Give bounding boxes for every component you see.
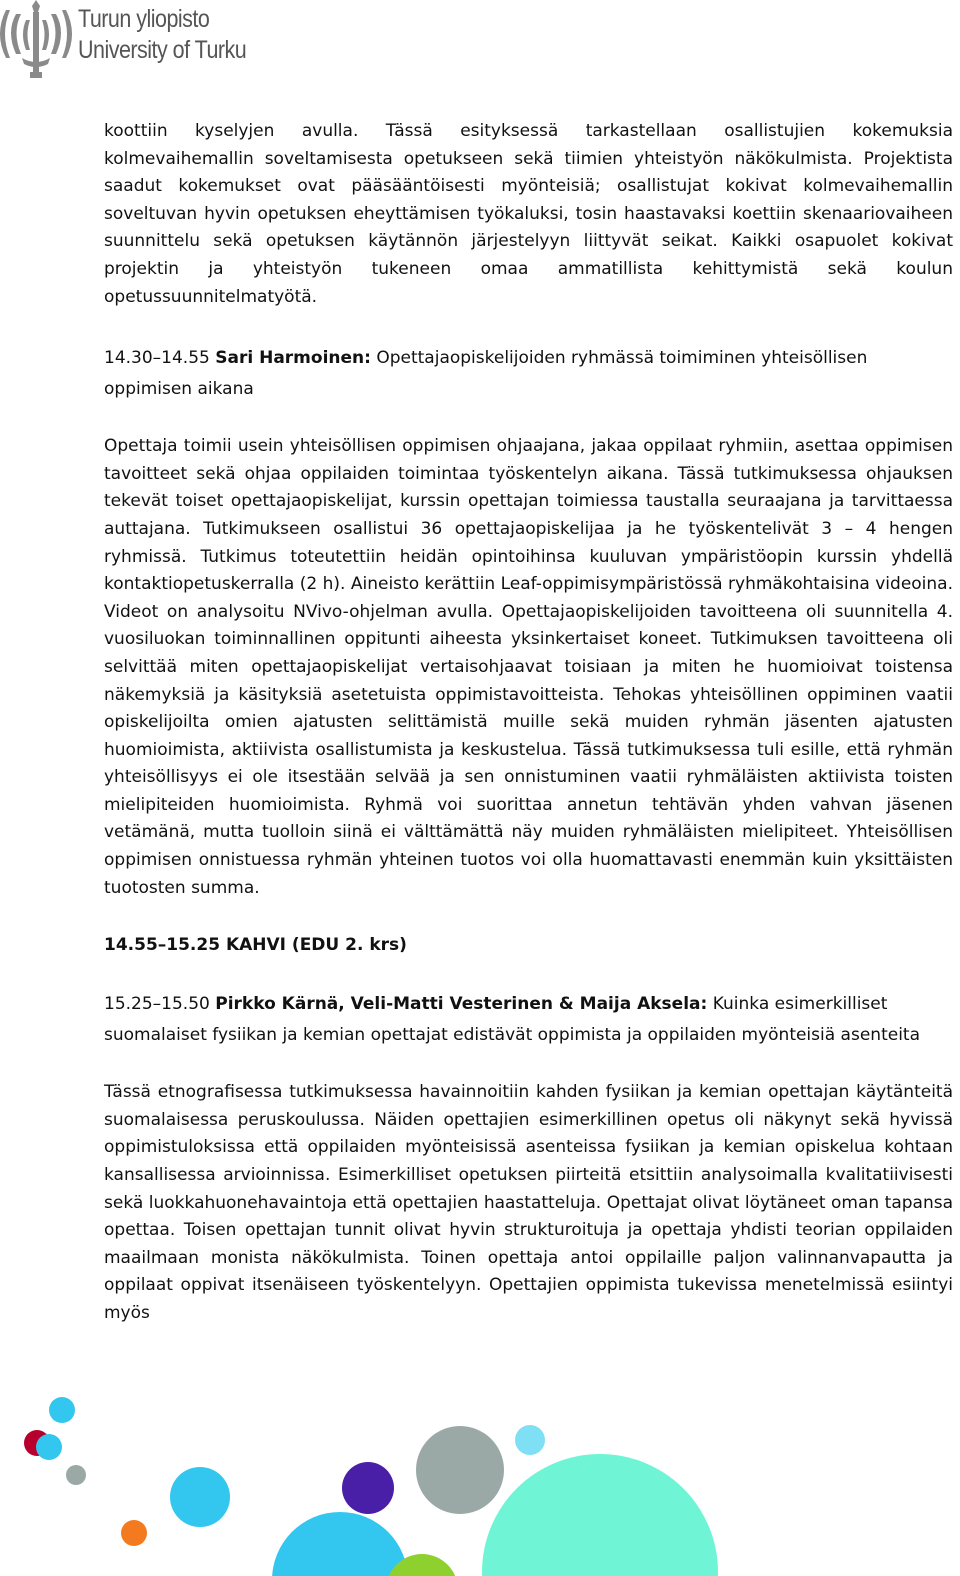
document-body <box>104 118 953 1328</box>
decor-circle <box>170 1467 230 1527</box>
decor-circle <box>36 1434 62 1460</box>
session-time: 15.25–15.50 <box>104 994 210 1015</box>
session-abstract: Tässä etnografisessa tutkimuksessa havainnoitiin kahden fysiikan ja kemian opettajan käytänteitä suomalaisessa peruskoulussa. Näiden opettajien esimerkillinen opetus oli näkynyt sekä hyvissä oppimistuloksissa että oppilaiden myönteisissä asenteissa fysiikan ja kemian opiskelua kohtaan kansallisessa arvioinnissa. Esimerkilliset opetuksen piirteitä etsittiin analysoimalla kvalitatiivisesti sekä luokkahuonehavaintoja että opettajien haastatteluja. Opettajat olivat löytäneet oman tapansa opettaa. Toisen opettajan tunnit olivat hyvin strukturoituja ja opettaja yhdisti teorian oppilaiden maailmaan monista näkökulmista. Toinen opettaja antoi oppilaille paljon valinnanvapautta ja oppilaat oppivat itsenäiseen työskentelyyn. Opettajien oppimista tukevissa menetelmissä esiintyi myös <box>104 1082 953 1323</box>
session-heading <box>104 343 953 405</box>
decor-circle <box>49 1397 75 1423</box>
session-title: Kuinka esimerkilliset suomalaiset fysiikan ja kemian opettajat edistävät oppimista ja oppilaiden myönteisiä asenteita <box>104 994 920 1046</box>
session-presenter: Sari Harmoinen: <box>215 348 371 369</box>
decor-circle <box>416 1426 504 1514</box>
university-emblem-icon <box>0 0 72 80</box>
logo-wordmark <box>78 4 246 66</box>
session-time: 14.30–14.55 <box>104 348 210 369</box>
session-heading <box>104 989 953 1051</box>
session-presenter: Pirkko Kärnä, Veli-Matti Vesterinen & Maija Aksela: <box>215 994 708 1015</box>
logo-line-finnish: Turun yliopisto <box>78 5 210 33</box>
decor-circle <box>66 1465 86 1485</box>
session-title: Opettajaopiskelijoiden ryhmässä toimiminen yhteisöllisen oppimisen aikana <box>104 348 868 400</box>
university-logo <box>0 0 280 80</box>
coffee-break-heading: 14.55–15.25 KAHVI (EDU 2. krs) <box>104 935 407 956</box>
decor-circle <box>482 1454 718 1576</box>
session-abstract: Opettaja toimii usein yhteisöllisen oppimisen ohjaajana, jakaa oppilaat ryhmiin, asettaa oppimisen tavoitteet sekä ohjaa oppilaiden toimintaa työskentelyn aikana. Tässä tutkimuksessa ohjauksen tekevät toiset opettajaopiskelijat, kurssin opettajan toimiessa taustalla seuraajana ja tarvittaessa auttajana. Tutkimukseen osallistui 36 opettajaopiskelijaa ja he työskentelivät 3 – 4 hengen ryhmissä. Tutkimus toteutettiin heidän opintoihinsa kuuluvan ympäristöopin kurssin yhdellä kontaktiopetuskerralla (2 h). Aineisto kerättiin Leaf-oppimisympäristössä ryhmäkohtaisina videoina. Videot on analysoitu NVivo-ohjelman avulla. Opettajaopiskelijoiden tavoitteena oli suunnitella 4. vuosiluokan toiminnallinen oppitunti aiheesta yksinkertaiset koneet. Tutkimuksen tavoitteena oli selvittää miten opettajaopiskelijat vertaisohjaavat toisiaan ja miten he huomioivat toistensa näkemyksiä ja käsityksiä asetetuista oppimistavoitteista. Tehokas yhteisöllinen oppiminen vaatii opiskelijoilta omien ajatusten selittämistä muille sekä muiden ryhmän jäsenten ajatusten huomioimista, aktiivista osallistumista ja keskustelua. Tässä tutkimuksessa tuli esille, että ryhmän yhteisöllisyys ei ole itsestään selvää ja sen onnistuminen vaatii ryhmäläisten aktiivista toisten mielipiteiden huomioimista. Ryhmä voi suorittaa annetun tehtävän yhden vahvan jäsenen vetämänä, mutta tuolloin siinä ei välttämättä näy muiden ryhmäläisten mielipiteet. Yhteisöllisen oppimisen onnistuessa ryhmän yhteinen tuotos voi olla huomattavasti enemmän kuin yksittäisten tuotosten summa. <box>104 436 953 898</box>
decor-circle <box>272 1512 408 1576</box>
decor-circle <box>515 1425 545 1455</box>
decor-circle <box>342 1462 394 1514</box>
decor-circle <box>121 1520 147 1546</box>
decorative-circles <box>0 1380 960 1576</box>
intro-paragraph: koottiin kyselyjen avulla. Tässä esityksessä tarkastellaan osallistujien kokemuksia kolmevaihemallin soveltamisesta opetukseen sekä tiimien yhteistyön näkökulmista. Projektista saadut kokemukset ovat pääsääntöisesti myönteisiä; osallistujat kokivat kolmevaihemallin soveltuvan hyvin opetuksen eheyttämisen työkaluksi, tosin haastavaksi koettiin skenaariovaiheen suunnittelu sekä opetuksen käytännön järjestelyyn liittyvät seikat. Kaikki osapuolet kokivat projektin ja yhteistyön tukeneen omaa ammatillista kehittymistä sekä koulun opetussuunnitelmatyötä. <box>104 121 953 307</box>
logo-line-english: University of Turku <box>78 36 247 64</box>
